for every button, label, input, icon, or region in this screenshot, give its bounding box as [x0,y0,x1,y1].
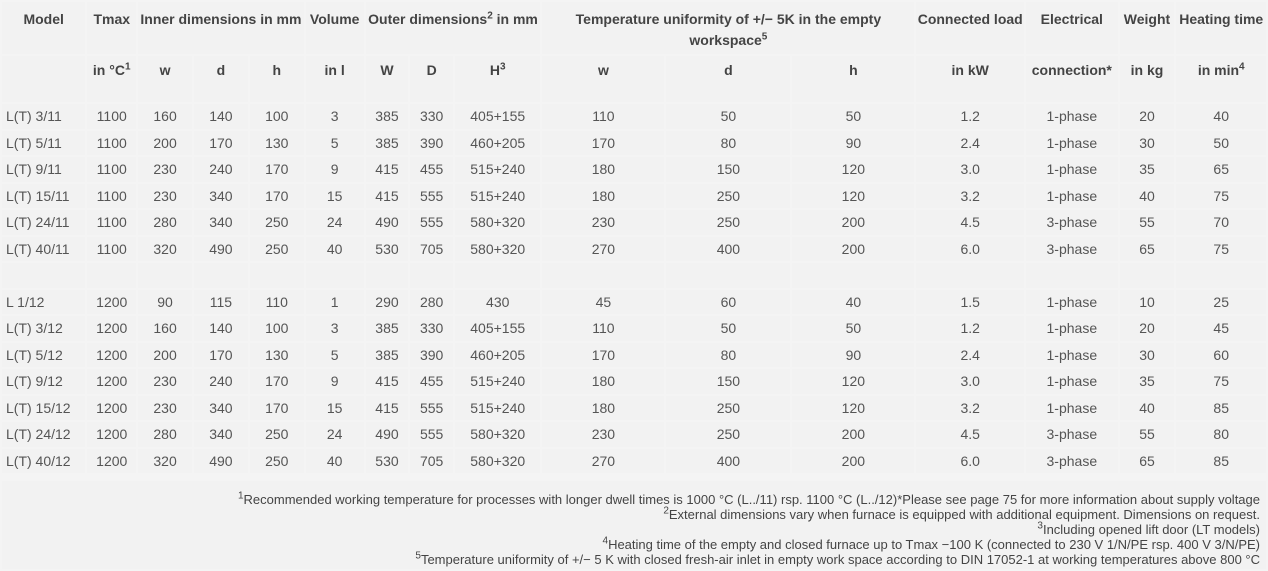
table-cell: 1100 [87,104,136,129]
unit-inner-w: w [138,56,192,102]
model-cell: L(T) 5/11 [2,131,85,156]
table-cell: 100 [250,316,304,341]
table-cell: 3.0 [916,369,1024,394]
table-cell: 515+240 [455,369,540,394]
table-cell: 55 [1120,210,1175,235]
header-temperature-uniformity: Temperature uniformity of +/− 5K in the empty workspace$^5$ [542,2,914,54]
header-connected-load: Connected load [916,2,1024,54]
table-cell: 385 [366,343,409,368]
table-cell: 120 [792,369,914,394]
table-cell: 85 [1176,449,1266,474]
unit-tmax: in $^\circ C^1$ [87,56,136,102]
table-cell: 490 [366,422,409,447]
unit-uniformity-d: d [666,56,790,102]
model-cell: L(T) 9/11 [2,157,85,182]
table-row [2,184,1266,209]
table-cell: 85 [1176,396,1266,421]
table-cell: 1200 [87,422,136,447]
model-cell: L(T) 24/11 [2,210,85,235]
table-cell: 1.5 [916,290,1024,315]
header-model: Model [2,2,85,54]
table-cell: 50 [1176,131,1266,156]
table-row [2,290,1266,315]
table-cell: 4.5 [916,210,1024,235]
table-cell: 140 [194,104,248,129]
table-cell: 80 [666,343,790,368]
table-cell: 170 [542,343,664,368]
table-cell: 385 [366,131,409,156]
table-cell: 1200 [87,290,136,315]
unit-electrical: connection* [1026,56,1117,102]
table-cell: 30 [1120,131,1175,156]
table-cell: 230 [138,396,192,421]
model-cell: L(T) 15/12 [2,396,85,421]
table-cell: 3-phase [1026,237,1117,262]
table-cell: 24 [306,422,364,447]
unit-connected-load: in kW [916,56,1024,102]
table-cell: 405+155 [455,104,540,129]
table-cell: 3 [306,104,364,129]
table-cell: 400 [666,449,790,474]
table-cell: 390 [410,131,453,156]
table-cell: 385 [366,316,409,341]
table-cell: 1-phase [1026,396,1117,421]
table-row [2,237,1266,262]
table-cell: 200 [138,343,192,368]
table-cell: 250 [250,422,304,447]
table-cell: 230 [542,422,664,447]
table-cell: 240 [194,369,248,394]
table-cell: 75 [1176,369,1266,394]
table-cell: 90 [792,343,914,368]
table-cell: 100 [250,104,304,129]
table-cell: 50 [792,316,914,341]
footnotes [2,481,1266,569]
table-cell: 24 [306,210,364,235]
table-cell: 490 [194,237,248,262]
table-cell: 9 [306,157,364,182]
table-cell: 1 [306,290,364,315]
table-cell: 110 [250,290,304,315]
table-cell: 1100 [87,184,136,209]
table-cell: 4.5 [916,422,1024,447]
table-cell: 415 [366,396,409,421]
table-cell: 110 [542,104,664,129]
table-cell: 15 [306,184,364,209]
table-cell: 40 [1120,396,1175,421]
table-cell: 70 [1176,210,1266,235]
table-cell: 705 [410,449,453,474]
table-cell: 430 [455,290,540,315]
model-cell: L(T) 3/12 [2,316,85,341]
table-cell: 1-phase [1026,131,1117,156]
table-cell: 280 [138,210,192,235]
table-header [2,2,1266,102]
table-cell: 3-phase [1026,422,1117,447]
unit-inner-h: h [250,56,304,102]
table-cell: 580+320 [455,422,540,447]
footnote-line: $^5$Temperature uniformity of +/− 5 K with closed fresh-air inlet in empty work space according to DIN 17052-1 at working temperatures above 800 °C [415,550,1260,567]
table-cell: 490 [194,449,248,474]
table-cell: 340 [194,422,248,447]
table-cell: 250 [666,396,790,421]
table-cell: 1-phase [1026,316,1117,341]
model-cell: L(T) 24/12 [2,422,85,447]
table-cell: 20 [1120,104,1175,129]
table-cell: 200 [792,449,914,474]
header-inner-dimensions: Inner dimensions in mm [138,2,304,54]
table-cell: 200 [792,210,914,235]
table-cell: 180 [542,184,664,209]
table-cell: 3.2 [916,184,1024,209]
table-cell: 120 [792,157,914,182]
group-separator [2,263,1266,288]
table-cell: 555 [410,184,453,209]
table-cell: 515+240 [455,157,540,182]
table-cell: 330 [410,316,453,341]
table-cell: 130 [250,343,304,368]
table-cell: 270 [542,449,664,474]
table-cell: 160 [138,104,192,129]
table-cell: 705 [410,237,453,262]
unit-outer-w: W [366,56,409,102]
table-cell: 250 [666,422,790,447]
footnote-line: $^2$External dimensions vary when furnace is equipped with additional equipment. Dimensions on request. [663,505,1260,522]
unit-model [2,56,85,102]
table-cell: 140 [194,316,248,341]
table-cell: 170 [250,396,304,421]
table-cell: 45 [1176,316,1266,341]
model-cell: L(T) 3/11 [2,104,85,129]
table-cell: 110 [542,316,664,341]
table-cell: 130 [250,131,304,156]
table-cell: 320 [138,449,192,474]
table-cell: 280 [410,290,453,315]
table-cell: 1200 [87,316,136,341]
table-cell: 180 [542,396,664,421]
table-cell: 3.0 [916,157,1024,182]
table-cell: 555 [410,422,453,447]
table-row [2,157,1266,182]
table-cell: 40 [1176,104,1266,129]
table-cell: 170 [250,157,304,182]
table-cell: 180 [542,369,664,394]
table-cell: 460+205 [455,131,540,156]
table-row [2,104,1266,129]
table-cell: 1100 [87,131,136,156]
table-cell: 25 [1176,290,1266,315]
unit-outer-h: $H^3$ [455,56,540,102]
table-cell: 150 [666,369,790,394]
table-cell: 530 [366,237,409,262]
table-row [2,131,1266,156]
table-cell: 170 [250,369,304,394]
table-cell: 65 [1120,449,1175,474]
table-cell: 6.0 [916,237,1024,262]
table-cell: 2.4 [916,131,1024,156]
table-cell: 200 [138,131,192,156]
table-cell: 1-phase [1026,104,1117,129]
table-cell: 1100 [87,237,136,262]
table-cell: 40 [1120,184,1175,209]
table-cell: 460+205 [455,343,540,368]
table-cell: 1.2 [916,104,1024,129]
model-cell: L 1/12 [2,290,85,315]
footnote-line: $^4$Heating time of the empty and closed furnace up to Tmax −100 K (connected to 230 V 1/N/PE rsp. 400 V 3/N/PE) [602,535,1260,552]
table-cell: 1100 [87,210,136,235]
table-cell: 400 [666,237,790,262]
table-cell: 50 [666,316,790,341]
table-cell: 230 [138,369,192,394]
table-cell: 150 [666,157,790,182]
table-cell: 3 [306,316,364,341]
model-cell: L(T) 40/11 [2,237,85,262]
table-cell: 580+320 [455,237,540,262]
table-cell: 555 [410,210,453,235]
table-cell: 230 [138,157,192,182]
header-outer-dimensions: Outer dimensions$^2$ in mm [366,2,541,54]
table-cell: 280 [138,422,192,447]
unit-outer-d: D [410,56,453,102]
table-cell: 270 [542,237,664,262]
table-cell: 3-phase [1026,210,1117,235]
table-cell: 90 [138,290,192,315]
table-body [2,104,1266,473]
model-cell: L(T) 15/11 [2,184,85,209]
unit-inner-d: d [194,56,248,102]
table-cell: 390 [410,343,453,368]
table-cell: 40 [792,290,914,315]
table-cell: 230 [138,184,192,209]
header-tmax: Tmax [87,2,136,54]
table-cell: 580+320 [455,449,540,474]
table-cell: 455 [410,369,453,394]
table-row [2,316,1266,341]
table-row [2,396,1266,421]
table-cell: 490 [366,210,409,235]
table-cell: 60 [1176,343,1266,368]
unit-heating-time: in $\min^4$ [1176,56,1266,102]
header-weight: Weight [1120,2,1175,54]
table-cell: 250 [666,210,790,235]
table-cell: 320 [138,237,192,262]
table-cell: 170 [542,131,664,156]
table-cell: 250 [666,184,790,209]
table-row [2,343,1266,368]
table-cell: 45 [542,290,664,315]
table-cell: 240 [194,157,248,182]
table-cell: 115 [194,290,248,315]
table-cell: 55 [1120,422,1175,447]
table-cell: 6.0 [916,449,1024,474]
table-row [2,422,1266,447]
table-cell: 1100 [87,157,136,182]
model-cell: L(T) 5/12 [2,343,85,368]
table-cell: 60 [666,290,790,315]
table-cell: 415 [366,369,409,394]
unit-uniformity-w: w [542,56,664,102]
table-cell: 50 [792,104,914,129]
table-cell: 35 [1120,369,1175,394]
table-cell: 120 [792,396,914,421]
table-cell: 40 [306,449,364,474]
table-cell: 160 [138,316,192,341]
table-cell: 250 [250,449,304,474]
table-cell: 180 [542,157,664,182]
table-row [2,210,1266,235]
footnote-line: $^1$Recommended working temperature for processes with longer dwell times is 1000 °C (L../11) rsp. 1100 °C (L../12)*Please see page 75 for more information about supply voltage [237,490,1260,507]
table-cell: 9 [306,369,364,394]
table-cell: 75 [1176,237,1266,262]
table-cell: 555 [410,396,453,421]
table-cell: 515+240 [455,396,540,421]
table-row [2,449,1266,474]
table-cell: 515+240 [455,184,540,209]
table-cell: 250 [250,237,304,262]
table-cell: 170 [194,343,248,368]
table-cell: 1200 [87,343,136,368]
table-cell: 3.2 [916,396,1024,421]
header-heating-time: Heating time [1176,2,1266,54]
table-cell: 580+320 [455,210,540,235]
table-cell: 290 [366,290,409,315]
table-cell: 35 [1120,157,1175,182]
table-cell: 330 [410,104,453,129]
table-cell: 1200 [87,449,136,474]
table-cell: 1-phase [1026,343,1117,368]
table-cell: 50 [666,104,790,129]
table-cell: 90 [792,131,914,156]
model-cell: L(T) 40/12 [2,449,85,474]
model-cell: L(T) 9/12 [2,369,85,394]
table-cell: 340 [194,396,248,421]
table-cell: 5 [306,131,364,156]
table-cell: 1-phase [1026,157,1117,182]
table-cell: 20 [1120,316,1175,341]
unit-volume: in l [306,56,364,102]
table-cell: 30 [1120,343,1175,368]
table-cell: 1-phase [1026,290,1117,315]
table-cell: 230 [542,210,664,235]
table-cell: 2.4 [916,343,1024,368]
table-cell: 1200 [87,396,136,421]
table-cell: 15 [306,396,364,421]
unit-weight: in kg [1120,56,1175,102]
table-cell: 250 [250,210,304,235]
table-cell: 75 [1176,184,1266,209]
header-electrical: Electrical [1026,2,1117,54]
table-cell: 65 [1176,157,1266,182]
table-cell: 3-phase [1026,449,1117,474]
table-cell: 80 [666,131,790,156]
table-cell: 40 [306,237,364,262]
table-cell: 200 [792,422,914,447]
table-cell: 530 [366,449,409,474]
table-cell: 1-phase [1026,369,1117,394]
table-cell: 200 [792,237,914,262]
table-cell: 405+155 [455,316,540,341]
table-cell: 415 [366,184,409,209]
table-cell: 1200 [87,369,136,394]
table-cell: 65 [1120,237,1175,262]
table-cell: 80 [1176,422,1266,447]
table-cell: 455 [410,157,453,182]
table-cell: 170 [250,184,304,209]
table-cell: 340 [194,210,248,235]
table-cell: 1.2 [916,316,1024,341]
table-cell: 1-phase [1026,184,1117,209]
table-cell: 10 [1120,290,1175,315]
unit-uniformity-h: h [792,56,914,102]
table-cell: 170 [194,131,248,156]
footnote-line: $^3$Including opened lift door (LT models) [1037,520,1260,537]
table-cell: 5 [306,343,364,368]
header-volume: Volume [306,2,364,54]
table-cell: 415 [366,157,409,182]
table-cell: 120 [792,184,914,209]
table-row [2,369,1266,394]
table-cell: 340 [194,184,248,209]
table-cell: 385 [366,104,409,129]
